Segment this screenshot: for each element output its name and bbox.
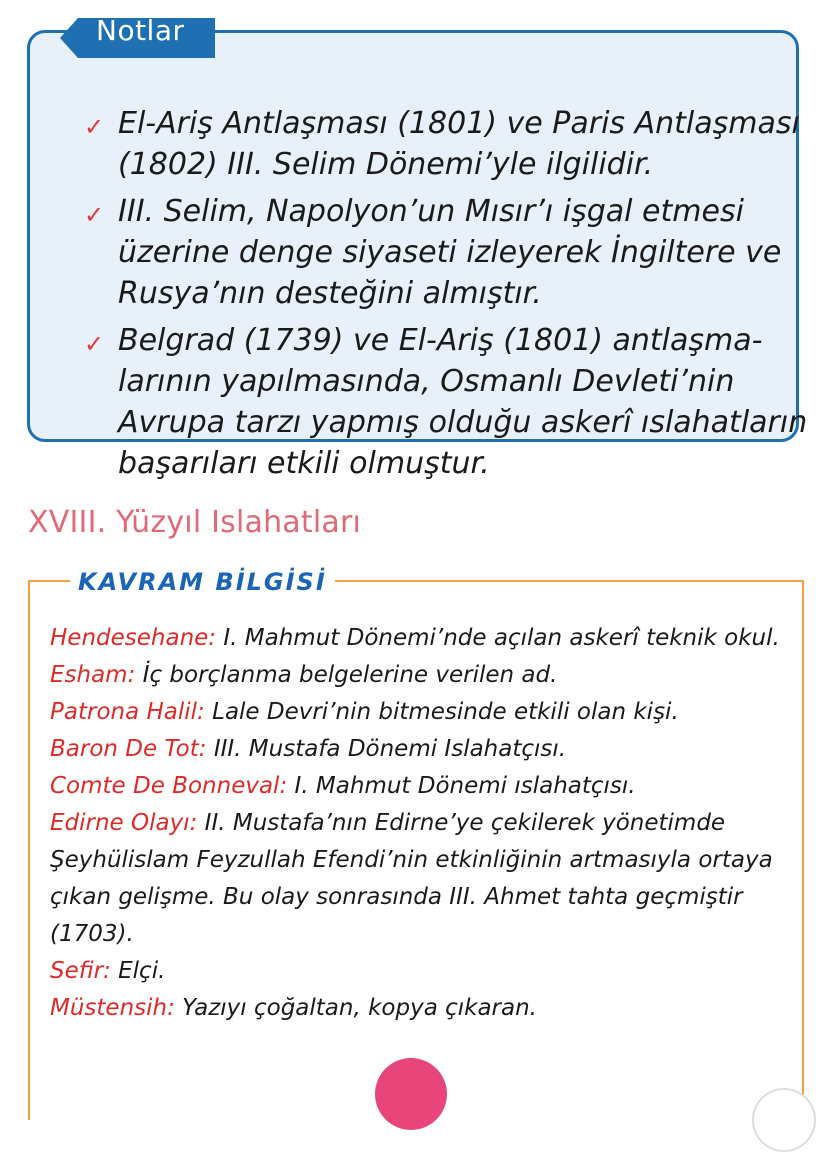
check-icon: ✓	[84, 201, 105, 229]
concept-term: Esham:	[50, 662, 136, 688]
note-text: III. Selim, Napolyon’un Mısır’ı işgal etmesi üzerine denge siyaseti izleyerek İngiltere ve Rusya’nın desteğini almıştır.	[118, 194, 782, 311]
concept-definition: I. Mahmut Dönemi’nde açılan askerî teknik okul.	[216, 625, 780, 651]
notes-tab-label: Notlar	[96, 14, 185, 47]
concept-definition: I. Mahmut Dönemi ıslahatçısı.	[287, 773, 636, 799]
concept-item	[50, 657, 790, 694]
concept-item	[50, 805, 790, 953]
concept-term: Hendesehane:	[50, 625, 217, 651]
note-text: El-Ariş Antlaşması (1801) ve Paris Antlaşması (1802) III. Selim Dönemi’yle ilgilidir.	[118, 106, 800, 182]
concept-item	[50, 620, 790, 657]
notes-list	[80, 103, 816, 490]
check-icon: ✓	[84, 113, 105, 141]
concept-heading: KAVRAM BİLGİSİ	[70, 568, 335, 596]
concept-box	[28, 568, 804, 1120]
note-text: Belgrad (1739) ve El-Ariş (1801) antlaşma-larının yapılmasında, Osmanlı Devleti’nin Avrupa tarzı yapmış olduğu askerî ıslahatların başarıları etkili olmuştur.	[118, 323, 808, 481]
concept-item	[50, 731, 790, 768]
concept-item	[50, 694, 790, 731]
concept-term: Edirne Olayı:	[50, 810, 198, 836]
notes-box	[27, 30, 808, 481]
concept-definition: Lale Devri’nin bitmesinde etkili olan kişi.	[204, 699, 679, 725]
concept-term: Patrona Halil:	[50, 699, 205, 725]
scroll-circle-button[interactable]	[752, 1088, 816, 1152]
concept-definition: III. Mustafa Dönemi Islahatçısı.	[206, 736, 567, 762]
concept-definition: Elçi.	[110, 958, 166, 984]
concept-list	[50, 620, 790, 1027]
note-item	[80, 103, 816, 185]
section-heading: XVIII. Yüzyıl Islahatları	[28, 505, 362, 540]
concept-item	[50, 953, 790, 990]
concept-definition: İç borçlanma belgelerine verilen ad.	[135, 662, 558, 688]
note-item	[80, 191, 816, 314]
concept-term: Comte De Bonneval:	[50, 773, 288, 799]
concept-item	[50, 990, 790, 1027]
concept-term: Müstensih:	[50, 995, 175, 1021]
concept-definition: Yazıyı çoğaltan, kopya çıkaran.	[174, 995, 537, 1021]
concept-definition: II. Mustafa’nın Edirne’ye çekilerek yönetimde Şeyhülislam Feyzullah Efendi’nin etkinliğinin artmasıyla ortaya çıkan gelişme. Bu olay sonrasında III. Ahmet tahta geçmiştir (1703).	[50, 810, 773, 947]
concept-term: Sefir:	[50, 958, 111, 984]
note-item	[80, 320, 816, 484]
check-icon: ✓	[84, 330, 105, 358]
concept-item	[50, 768, 790, 805]
pink-circle-button[interactable]	[375, 1058, 447, 1130]
concept-term: Baron De Tot:	[50, 736, 207, 762]
